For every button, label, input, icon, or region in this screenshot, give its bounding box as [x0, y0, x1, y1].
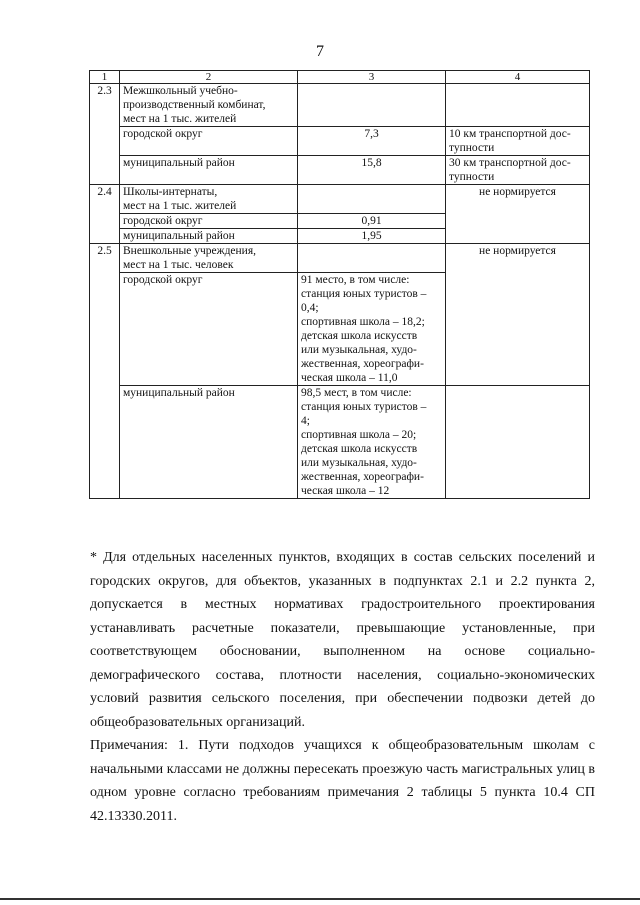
page-number: 7: [316, 43, 324, 60]
notes-section: [90, 546, 595, 828]
note-line: 30 км транспортной дос-: [449, 157, 571, 169]
row-title-line: мест на 1 тыс. жителей: [123, 113, 237, 125]
value-line: ческая школа – 12: [301, 485, 390, 497]
sub-label: муниципальный район: [120, 386, 298, 499]
value-line: ческая школа – 11,0: [301, 372, 398, 384]
value-cell: [298, 386, 446, 499]
note-cell: [446, 156, 590, 185]
row-title-line: Школы-интернаты,: [123, 186, 218, 198]
value-cell: 1,95: [298, 229, 446, 244]
value-line: 4;: [301, 415, 310, 427]
empty-cell: [446, 84, 590, 127]
sub-label: муниципальный район: [120, 156, 298, 185]
value-line: или музыкальная, худо-: [301, 457, 417, 469]
note-line: тупности: [449, 171, 495, 183]
value-line: 91 место, в том числе:: [301, 274, 410, 286]
row-title-line: мест на 1 тыс. человек: [123, 259, 234, 271]
value-line: детская школа искусств: [301, 443, 418, 455]
value-cell: 15,8: [298, 156, 446, 185]
footnote-paragraph: * Для отдельных населенных пунктов, входящих в состав сельских поселений и городских округов, для объектов, указанных в подпунктах 2.1 и 2.2 пункта 2, допускается в местных нормативах градостроительного проектирования устанавливать расчетные показатели, превышающие установленные, при соответствующем обосновании, выполненном на основе социально-демографического состава, плотности населения, социально-экономических условий развития сельского поселения, при обеспечении подвозки детей до общеобразовательных организаций.: [90, 550, 595, 730]
row-number: 2.3: [90, 84, 120, 185]
row-title-line: производственный комбинат,: [123, 99, 266, 111]
table-row: [90, 386, 590, 499]
value-line: или музыкальная, худо-: [301, 344, 417, 356]
row-title-line: Внешкольные учреждения,: [123, 245, 256, 257]
row-title: [120, 244, 298, 273]
column-header: 1: [90, 71, 120, 84]
value-cell: 7,3: [298, 127, 446, 156]
row-title: [120, 84, 298, 127]
table-row: [90, 244, 590, 273]
note-cell: не нормируется: [446, 244, 590, 386]
sub-label: городской округ: [120, 273, 298, 386]
sub-label: муниципальный район: [120, 229, 298, 244]
row-title-line: мест на 1 тыс. жителей: [123, 200, 237, 212]
empty-cell: [298, 244, 446, 273]
empty-cell: [446, 386, 590, 499]
row-title: [120, 185, 298, 214]
value-line: спортивная школа – 20;: [301, 429, 417, 441]
sub-label: городской округ: [120, 127, 298, 156]
note-cell: не нормируется: [446, 185, 590, 244]
page-bottom-rule: [0, 898, 640, 900]
notes-paragraph: Примечания: 1. Пути подходов учащихся к общеобразовательным школам с начальными классами не должны пересекать проезжую часть магистральных улиц в одном уровне согласно требованиям примечания 2 таблицы 5 пункта 10.4 СП 42.13330.2011.: [90, 738, 595, 824]
row-number: 2.5: [90, 244, 120, 499]
value-line: жественная, хореографи-: [301, 471, 424, 483]
value-line: спортивная школа – 18,2;: [301, 316, 425, 328]
norms-table: [89, 70, 590, 499]
sub-label: городской округ: [120, 214, 298, 229]
empty-cell: [298, 84, 446, 127]
empty-cell: [298, 185, 446, 214]
column-header: 2: [120, 71, 298, 84]
value-cell: [298, 273, 446, 386]
value-line: 98,5 мест, в том числе:: [301, 387, 412, 399]
value-line: станция юных туристов –: [301, 401, 427, 413]
value-line: 0,4;: [301, 302, 319, 314]
row-title-line: Межшкольный учебно-: [123, 85, 238, 97]
table-row: [90, 127, 590, 156]
note-line: тупности: [449, 142, 495, 154]
table-header-row: [90, 71, 590, 84]
row-number: 2.4: [90, 185, 120, 244]
table-row: [90, 84, 590, 127]
table-row: [90, 156, 590, 185]
note-cell: [446, 127, 590, 156]
value-cell: 0,91: [298, 214, 446, 229]
table-row: [90, 185, 590, 214]
column-header: 4: [446, 71, 590, 84]
column-header: 3: [298, 71, 446, 84]
value-line: станция юных туристов –: [301, 288, 427, 300]
value-line: жественная, хореографи-: [301, 358, 424, 370]
note-line: 10 км транспортной дос-: [449, 128, 571, 140]
value-line: детская школа искусств: [301, 330, 418, 342]
